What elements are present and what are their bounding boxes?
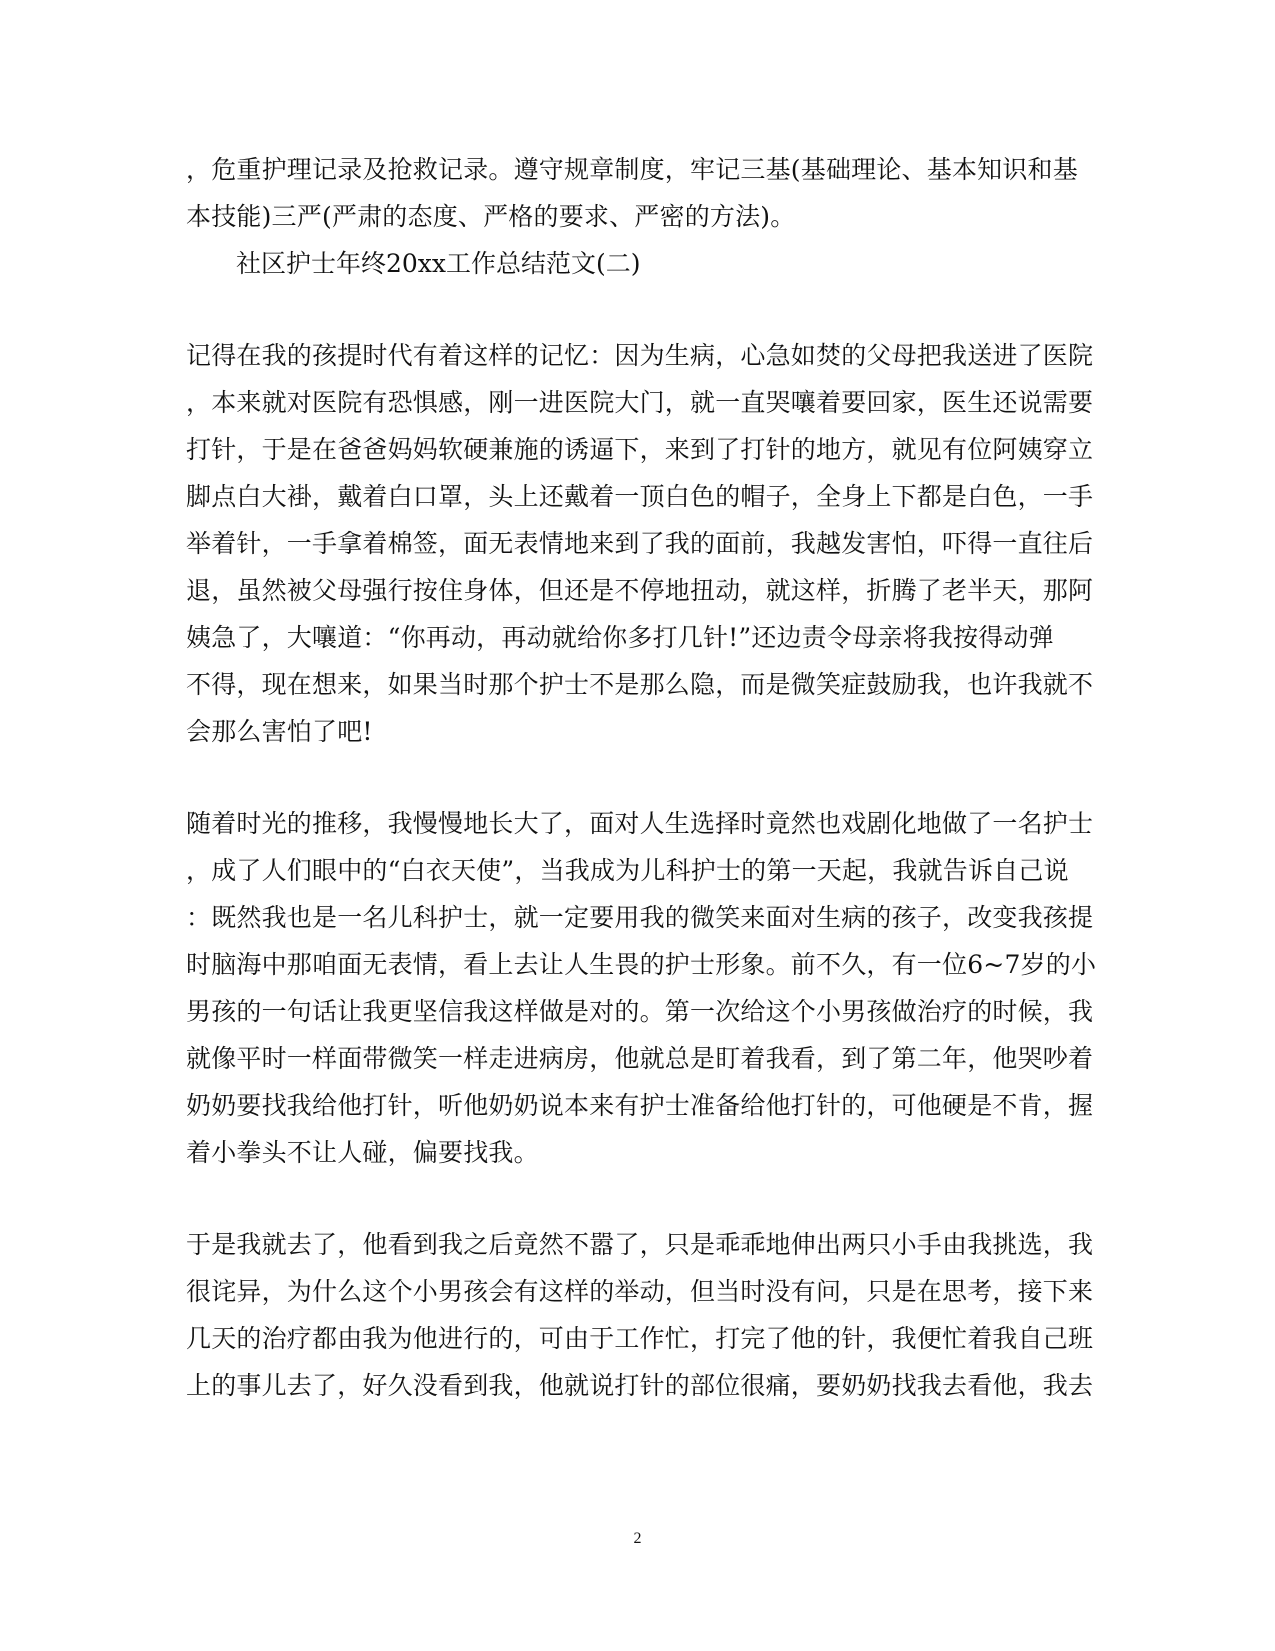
text-line: ，成了人们眼中的“白衣天使”，当我成为儿科护士的第一天起，我就告诉自己说 bbox=[186, 856, 1069, 885]
text-line: 姨急了，大嚷道：“你再动，再动就给你多打几针!”还边责令母亲将我按得动弹 bbox=[186, 623, 1054, 652]
text-line: 奶奶要找我给他打针，听他奶奶说本来有护士准备给他打针的，可他硬是不肯，握 bbox=[186, 1091, 1094, 1120]
page-number: 2 bbox=[633, 1530, 642, 1547]
text-line: 男孩的一句话让我更坚信我这样做是对的。第一次给这个小男孩做治疗的时候，我 bbox=[186, 997, 1094, 1026]
text-line: 本技能)三严(严肃的态度、严格的要求、严密的方法)。 bbox=[186, 202, 796, 231]
text-line: 举着针，一手拿着棉签，面无表情地来到了我的面前，我越发害怕，吓得一直往后 bbox=[186, 529, 1094, 558]
text-line: ，本来就对医院有恐惧感，刚一进医院大门，就一直哭嚷着要回家，医生还说需要 bbox=[186, 388, 1094, 417]
text-line: 会那么害怕了吧! bbox=[186, 717, 373, 746]
text-line: 打针，于是在爸爸妈妈软硬兼施的诱逼下，来到了打针的地方，就见有位阿姨穿立 bbox=[186, 435, 1094, 464]
text-line: 时脑海中那咱面无表情，看上去让人生畏的护士形象。前不久，有一位6~7岁的小 bbox=[186, 950, 1097, 979]
text-line: 脚点白大褂，戴着白口罩，头上还戴着一顶白色的帽子，全身上下都是白色，一手 bbox=[186, 482, 1094, 511]
text-line: 着小拳头不让人碰，偏要找我。 bbox=[186, 1138, 539, 1167]
text-line: 几天的治疗都由我为他进行的，可由于工作忙，打完了他的针，我便忙着我自己班 bbox=[186, 1324, 1094, 1353]
text-line: 退，虽然被父母强行按住身体，但还是不停地扭动，就这样，折腾了老半天，那阿 bbox=[186, 576, 1094, 605]
text-line: ，危重护理记录及抢救记录。遵守规章制度，牢记三基(基础理论、基本知识和基 bbox=[186, 155, 1078, 184]
text-line: 上的事儿去了，好久没看到我，他就说打针的部位很痛，要奶奶找我去看他，我去 bbox=[186, 1371, 1094, 1400]
text-line: 随着时光的推移，我慢慢地长大了，面对人生选择时竟然也戏剧化地做了一名护士 bbox=[186, 809, 1094, 838]
text-line: ：既然我也是一名儿科护士，就一定要用我的微笑来面对生病的孩子，改变我孩提 bbox=[186, 903, 1094, 932]
text-line: 记得在我的孩提时代有着这样的记忆：因为生病，心急如焚的父母把我送进了医院 bbox=[186, 341, 1094, 370]
section-title: 社区护士年终20xx工作总结范文(二) bbox=[236, 249, 641, 278]
text-line: 不得，现在想来，如果当时那个护士不是那么隐，而是微笑症鼓励我，也许我就不 bbox=[186, 670, 1094, 699]
text-line: 很诧异，为什么这个小男孩会有这样的举动，但当时没有问，只是在思考，接下来 bbox=[186, 1277, 1094, 1306]
text-line: 就像平时一样面带微笑一样走进病房，他就总是盯着我看，到了第二年，他哭吵着 bbox=[186, 1044, 1094, 1073]
text-line: 于是我就去了，他看到我之后竟然不嚣了，只是乖乖地伸出两只小手由我挑选，我 bbox=[186, 1230, 1094, 1259]
